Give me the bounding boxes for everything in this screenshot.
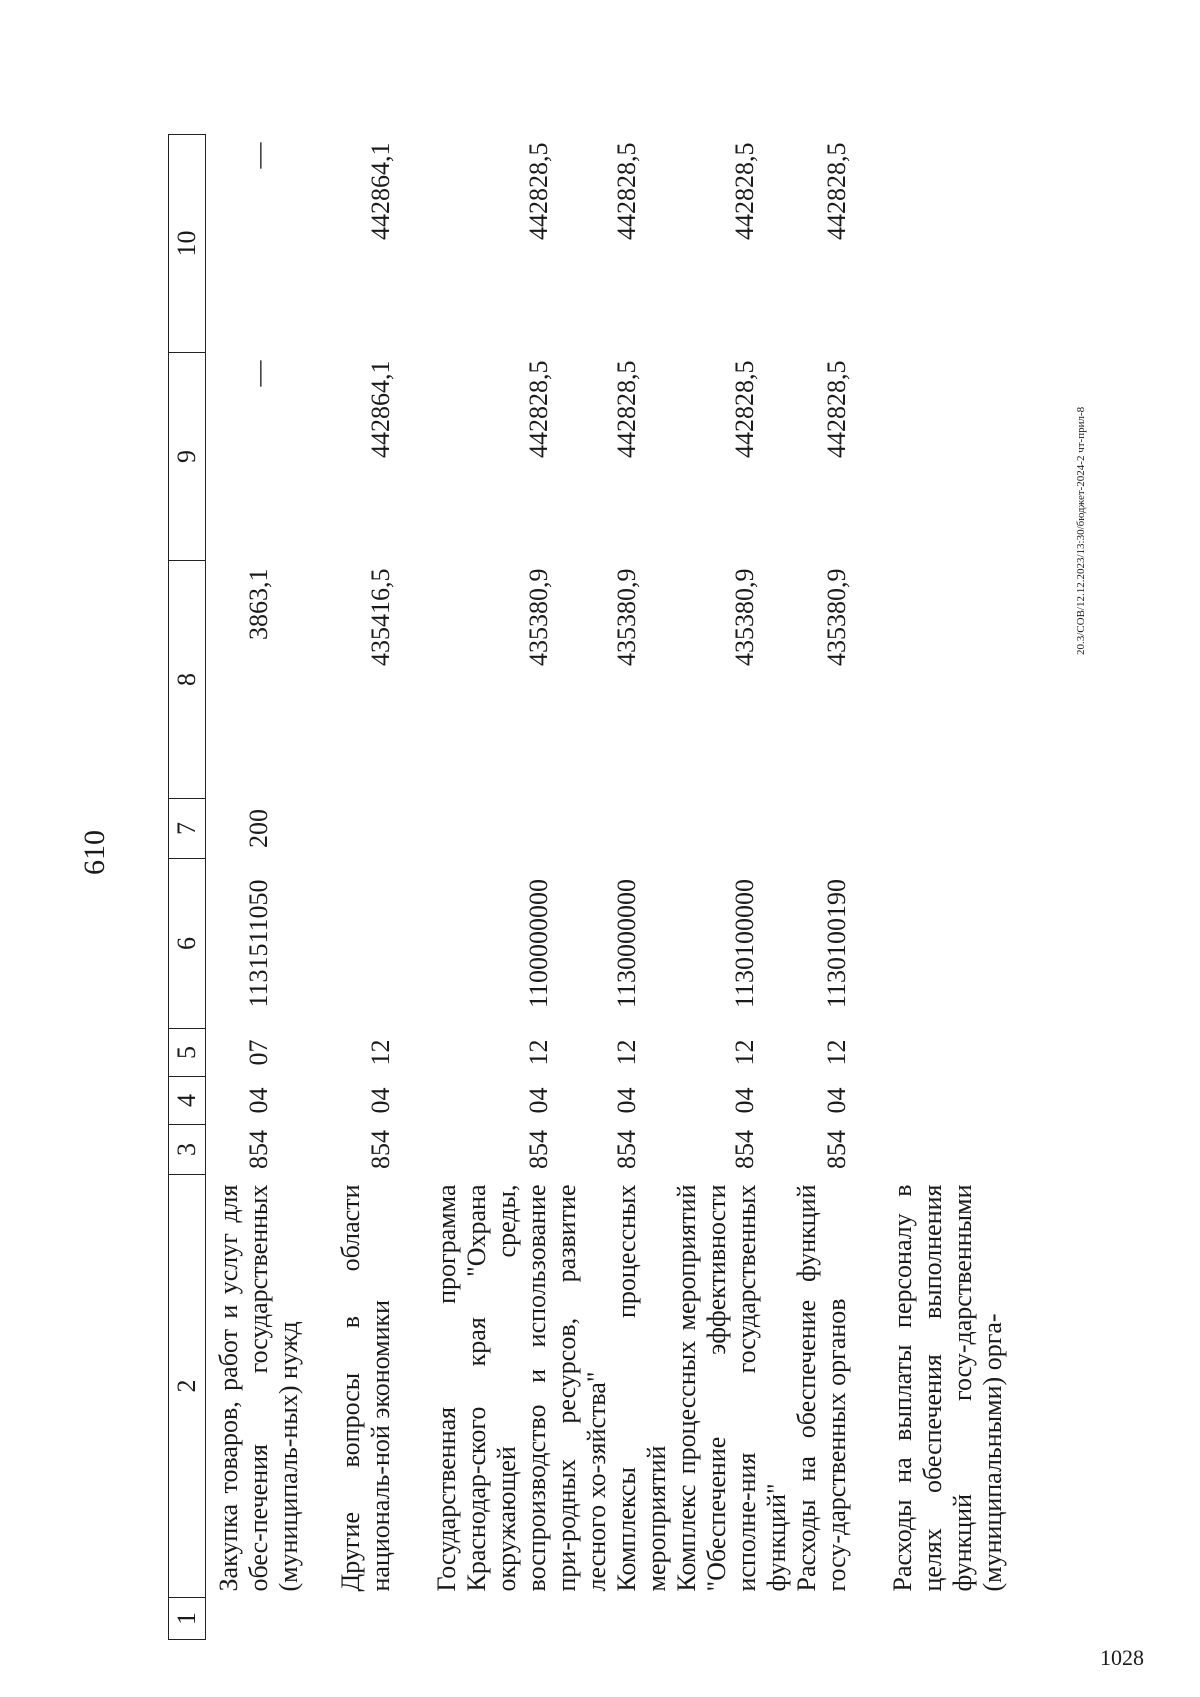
cell-c10	[612, 135, 672, 353]
cell-c5	[792, 1029, 888, 1077]
cell-col1	[612, 1598, 672, 1640]
cell-c9-value: 442828,5	[612, 360, 641, 458]
cell-c10	[432, 135, 612, 353]
cell-c4-value: 04	[822, 1087, 851, 1114]
cell-c8	[672, 561, 792, 799]
cell-c9	[888, 353, 1008, 561]
cell-c4-value: 04	[524, 1087, 553, 1114]
cell-col1	[336, 1598, 432, 1640]
cell-c10	[336, 135, 432, 353]
cell-c7	[612, 799, 672, 859]
cell-c3-value: 854	[366, 1130, 395, 1169]
cell-description: Расходы на выплаты персоналу в целях обеспечения выполнения функций госу-дарственными (муниципальными) орга-	[888, 1184, 1007, 1592]
table-header-row	[169, 135, 206, 1640]
cell-c8-value: 435380,9	[524, 568, 553, 666]
cell-c3-value: 854	[822, 1130, 851, 1169]
cell-c7-value	[672, 799, 730, 859]
cell-c8	[336, 561, 432, 799]
cell-c10	[888, 135, 1008, 353]
cell-c5	[336, 1029, 432, 1077]
cell-col1	[432, 1598, 612, 1640]
cell-c6-value: 1130100190	[822, 878, 851, 1009]
cell-c4-value: 04	[366, 1087, 395, 1114]
rotated-sheet	[60, 75, 1100, 1665]
cell-c3-value	[888, 1125, 910, 1175]
cell-description: Закупка товаров, работ и услуг для обес-печения государственных (муниципаль-ных) нужд	[214, 1184, 303, 1592]
cell-col1	[888, 1598, 1008, 1640]
cell-c10	[206, 135, 337, 353]
cell-c6	[432, 859, 612, 1029]
budget-table	[168, 134, 1008, 1640]
cell-c4	[432, 1077, 612, 1125]
cell-col1	[206, 1598, 337, 1640]
cell-c7-value	[336, 799, 366, 859]
cell-c9	[432, 353, 612, 561]
cell-c8-value: 3863,1	[244, 568, 273, 640]
cell-c3	[206, 1125, 337, 1175]
table-row	[612, 135, 672, 1640]
cell-c10-value	[888, 143, 910, 353]
table-row	[432, 135, 612, 1640]
cell-c10-value: 442864,1	[366, 142, 395, 240]
cell-description: Комплексы процессных мероприятий	[612, 1184, 671, 1592]
cell-c6	[206, 859, 337, 1029]
cell-c4	[672, 1077, 792, 1125]
cell-c4-value: 04	[730, 1087, 759, 1114]
cell-c7	[888, 799, 1008, 859]
cell-c3-value: 854	[524, 1130, 553, 1169]
cell-c7-value	[432, 799, 524, 859]
sheet-number: 1028	[1100, 1645, 1144, 1670]
cell-c9-value: 442828,5	[730, 360, 759, 458]
header-col-8: 8	[169, 561, 206, 799]
cell-c5	[432, 1029, 612, 1077]
cell-c9-value: 442864,1	[366, 360, 395, 458]
header-col-4: 4	[169, 1077, 206, 1125]
cell-c9	[336, 353, 432, 561]
cell-c4	[888, 1077, 1008, 1125]
cell-c4-value	[888, 1077, 910, 1125]
document-code: 20.3/СОВ/12.12.2023/13:30/бюджет-2024-2 чт-прил-8	[1075, 406, 1087, 655]
cell-c3	[432, 1125, 612, 1175]
cell-c5-value: 12	[524, 1039, 553, 1066]
cell-col1	[792, 1598, 888, 1640]
cell-c7-value	[888, 799, 910, 859]
cell-c3	[792, 1125, 888, 1175]
cell-c9	[792, 353, 888, 561]
cell-c3	[672, 1125, 792, 1175]
cell-c9-value: 442828,5	[822, 360, 851, 458]
cell-c8	[206, 561, 337, 799]
cell-c5	[612, 1029, 672, 1077]
cell-c3-value: 854	[244, 1130, 273, 1169]
cell-c6	[612, 859, 672, 1029]
cell-c6-value: 1130000000	[612, 878, 641, 1009]
header-col-7: 7	[169, 799, 206, 859]
cell-c8-value: 435380,9	[612, 568, 641, 666]
cell-description: Другие вопросы в области националь-ной экономики	[336, 1184, 395, 1592]
cell-description: Расходы на обеспечение функций госу-дарственных органов	[792, 1184, 851, 1592]
cell-c8	[612, 561, 672, 799]
cell-c9	[206, 353, 337, 561]
cell-c10-value: —	[244, 142, 273, 169]
cell-c5	[206, 1029, 337, 1077]
cell-c6-value: 1131511050	[244, 879, 273, 1008]
cell-c9-value: —	[244, 360, 273, 387]
cell-c3-value: 854	[612, 1130, 641, 1169]
cell-c4	[612, 1077, 672, 1125]
cell-c9-value	[888, 361, 910, 561]
header-col-10: 10	[169, 135, 206, 353]
cell-c10-value: 442828,5	[730, 142, 759, 240]
table-row	[792, 135, 888, 1640]
cell-c4	[206, 1077, 337, 1125]
cell-c7	[792, 799, 888, 859]
cell-c7	[336, 799, 432, 859]
header-col-6: 6	[169, 859, 206, 1029]
header-col-9: 9	[169, 353, 206, 561]
cell-c5-value: 12	[822, 1039, 851, 1066]
table-row	[206, 135, 337, 1640]
cell-c9	[612, 353, 672, 561]
cell-c3	[336, 1125, 432, 1175]
cell-c10-value: 442828,5	[822, 142, 851, 240]
cell-description: Государственная программа Краснодар-ского края "Охрана окружающей среды, воспроизводство и использование при-родных ресурсов, развитие лесного хо-зяйства"	[432, 1184, 611, 1592]
cell-col1	[672, 1598, 792, 1640]
cell-c4	[792, 1077, 888, 1125]
cell-c4	[336, 1077, 432, 1125]
cell-c5-value	[888, 1029, 910, 1077]
cell-c9	[672, 353, 792, 561]
cell-c5-value: 07	[244, 1039, 273, 1066]
cell-c10	[672, 135, 792, 353]
cell-c5	[672, 1029, 792, 1077]
table-row	[672, 135, 792, 1640]
table-row	[888, 135, 1008, 1640]
cell-c6	[672, 859, 792, 1029]
header-col-1: 1	[169, 1598, 206, 1640]
cell-c4-value: 04	[244, 1087, 273, 1114]
page-number: 610	[78, 830, 111, 875]
cell-c6-value	[336, 859, 366, 1029]
cell-c6	[792, 859, 888, 1029]
cell-description: Комплекс процессных мероприятий "Обеспечение эффективности исполне-ния государственных функций"	[672, 1184, 791, 1592]
cell-c8	[792, 561, 888, 799]
cell-c8	[432, 561, 612, 799]
cell-c5	[888, 1029, 1008, 1077]
cell-c5-value: 12	[612, 1039, 641, 1066]
cell-c6-value: 1100000000	[524, 878, 553, 1009]
cell-c10	[792, 135, 888, 353]
cell-c9-value: 442828,5	[524, 360, 553, 458]
header-col-5: 5	[169, 1029, 206, 1077]
cell-c7	[206, 799, 337, 859]
cell-c5-value: 12	[730, 1039, 759, 1066]
cell-c8-value	[888, 569, 910, 799]
cell-c8-value: 435380,9	[822, 568, 851, 666]
cell-c6-value	[888, 859, 910, 1029]
table-row	[336, 135, 432, 1640]
header-col-2: 2	[169, 1175, 206, 1598]
cell-c4-value: 04	[612, 1087, 641, 1114]
cell-c8-value: 435416,5	[366, 568, 395, 666]
cell-c7	[432, 799, 612, 859]
cell-c7	[672, 799, 792, 859]
cell-c3	[612, 1125, 672, 1175]
cell-c3-value: 854	[730, 1130, 759, 1169]
cell-c7-value	[792, 799, 822, 859]
header-col-3: 3	[169, 1125, 206, 1175]
cell-c5-value: 12	[366, 1039, 395, 1066]
cell-c8-value: 435380,9	[730, 568, 759, 666]
cell-c7-value: 200	[244, 809, 273, 848]
cell-c6	[336, 859, 432, 1029]
cell-c6-value: 1130100000	[730, 878, 759, 1009]
cell-c8	[888, 561, 1008, 799]
cell-c10-value: 442828,5	[524, 142, 553, 240]
cell-c3	[888, 1125, 1008, 1175]
cell-c10-value: 442828,5	[612, 142, 641, 240]
cell-c6	[888, 859, 1008, 1029]
